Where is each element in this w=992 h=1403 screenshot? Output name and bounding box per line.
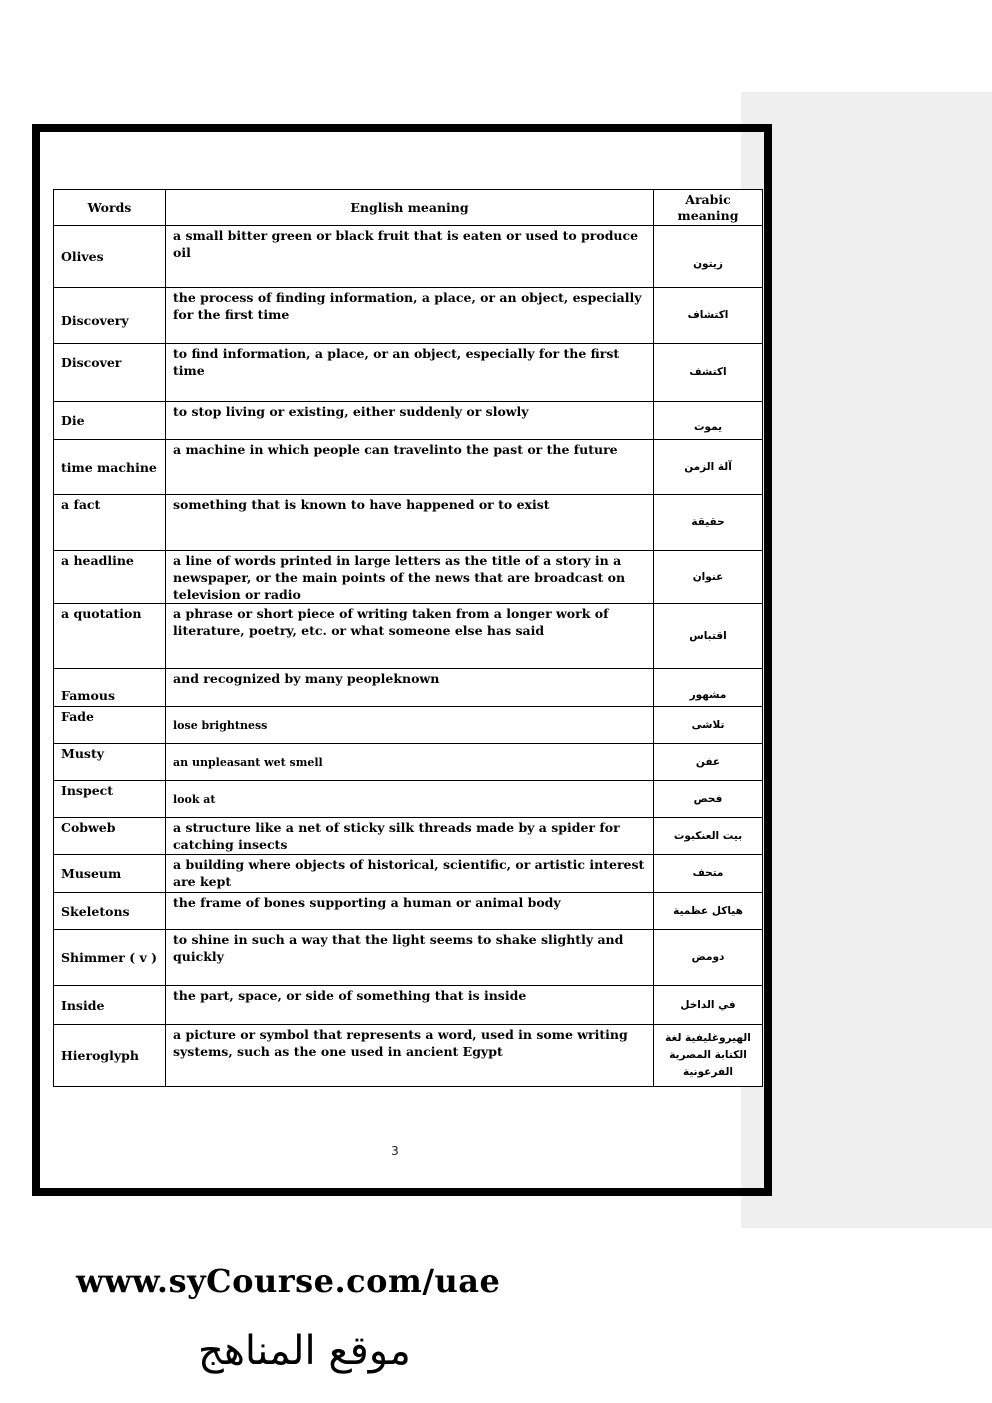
english-meaning-cell: look at [166, 781, 654, 818]
table-row [54, 669, 763, 707]
word-cell: Musty [54, 744, 166, 781]
arabic-meaning-cell: في الداخل [654, 986, 763, 1025]
arabic-meaning-cell: تلاشى [654, 707, 763, 744]
table-row [54, 781, 763, 818]
arabic-meaning-cell: حقيقة [654, 495, 763, 551]
header-words: Words [54, 190, 166, 226]
english-meaning-cell: to find information, a place, or an object, especially for the first time [166, 344, 654, 402]
word-cell: Cobweb [54, 818, 166, 855]
word-cell: a quotation [54, 604, 166, 669]
word-cell: Discover [54, 344, 166, 402]
arabic-meaning-cell: دومض [654, 930, 763, 986]
table-row [54, 551, 763, 604]
english-meaning-cell: an unpleasant wet smell [166, 744, 654, 781]
word-cell: Inside [54, 986, 166, 1025]
word-cell: Shimmer ( v ) [54, 930, 166, 986]
table-row [54, 344, 763, 402]
word-cell: Hieroglyph [54, 1025, 166, 1087]
table-row [54, 855, 763, 893]
word-cell: Famous [54, 669, 166, 707]
english-meaning-cell: a structure like a net of sticky silk threads made by a spider for catching insects [166, 818, 654, 855]
word-cell: Inspect [54, 781, 166, 818]
english-meaning-cell: a picture or symbol that represents a word, used in some writing systems, such as the one used in ancient Egypt [166, 1025, 654, 1087]
arabic-meaning-cell: عنوان [654, 551, 763, 604]
word-cell: Skeletons [54, 893, 166, 930]
table-row [54, 495, 763, 551]
word-cell: Museum [54, 855, 166, 893]
arabic-meaning-cell: آلة الزمن [654, 440, 763, 495]
word-cell: Fade [54, 707, 166, 744]
english-meaning-cell: a line of words printed in large letters as the title of a story in a newspaper, or the main points of the news that are broadcast on television or radio [166, 551, 654, 604]
english-meaning-cell: and recognized by many peopleknown [166, 669, 654, 707]
table-header-row [54, 190, 763, 226]
table-row [54, 818, 763, 855]
english-meaning-cell: the process of finding information, a place, or an object, especially for the first time [166, 288, 654, 344]
arabic-meaning-cell: يموت [654, 402, 763, 440]
english-meaning-cell: a phrase or short piece of writing taken from a longer work of literature, poetry, etc. or what someone else has said [166, 604, 654, 669]
arabic-meaning-cell: اكتشف [654, 344, 763, 402]
word-cell: a fact [54, 495, 166, 551]
table-row [54, 440, 763, 495]
arabic-meaning-cell: بيت العنكبوت [654, 818, 763, 855]
english-meaning-cell: the part, space, or side of something that is inside [166, 986, 654, 1025]
table-row [54, 402, 763, 440]
table-row [54, 288, 763, 344]
table-row [54, 893, 763, 930]
word-cell: a headline [54, 551, 166, 604]
header-arabic-meaning: Arabic meaning [654, 190, 763, 226]
website-arabic-name: موقع المناهج [198, 1328, 411, 1374]
arabic-meaning-cell: هياكل عظمية [654, 893, 763, 930]
english-meaning-cell: lose brightness [166, 707, 654, 744]
english-meaning-cell: to stop living or existing, either suddenly or slowly [166, 402, 654, 440]
table-row [54, 744, 763, 781]
table-row [54, 604, 763, 669]
table-row [54, 226, 763, 288]
page-number: 3 [391, 1144, 399, 1158]
arabic-meaning-cell: اقتباس [654, 604, 763, 669]
table-row [54, 986, 763, 1025]
english-meaning-cell: a machine in which people can travelinto the past or the future [166, 440, 654, 495]
side-panel [741, 92, 992, 1228]
arabic-meaning-cell: فحص [654, 781, 763, 818]
english-meaning-cell: a small bitter green or black fruit that is eaten or used to produce oil [166, 226, 654, 288]
word-cell: Discovery [54, 288, 166, 344]
arabic-meaning-cell: اكتشاف [654, 288, 763, 344]
english-meaning-cell: a building where objects of historical, scientific, or artistic interest are kept [166, 855, 654, 893]
header-english-meaning: English meaning [166, 190, 654, 226]
english-meaning-cell: the frame of bones supporting a human or animal body [166, 893, 654, 930]
website-url: www.syCourse.com/uae [76, 1262, 501, 1300]
english-meaning-cell: to shine in such a way that the light seems to shake slightly and quickly [166, 930, 654, 986]
word-cell: Olives [54, 226, 166, 288]
arabic-meaning-cell: متحف [654, 855, 763, 893]
word-cell: Die [54, 402, 166, 440]
vocabulary-table [53, 189, 763, 1087]
arabic-meaning-cell: زيتون [654, 226, 763, 288]
english-meaning-cell: something that is known to have happened or to exist [166, 495, 654, 551]
arabic-meaning-cell: عفن [654, 744, 763, 781]
word-cell: time machine [54, 440, 166, 495]
table-row [54, 930, 763, 986]
table-row [54, 1025, 763, 1087]
table-row [54, 707, 763, 744]
arabic-meaning-cell: الهيروغليفية لغة الكتابة المصرية الفرعونية [654, 1025, 763, 1087]
arabic-meaning-cell: مشهور [654, 669, 763, 707]
